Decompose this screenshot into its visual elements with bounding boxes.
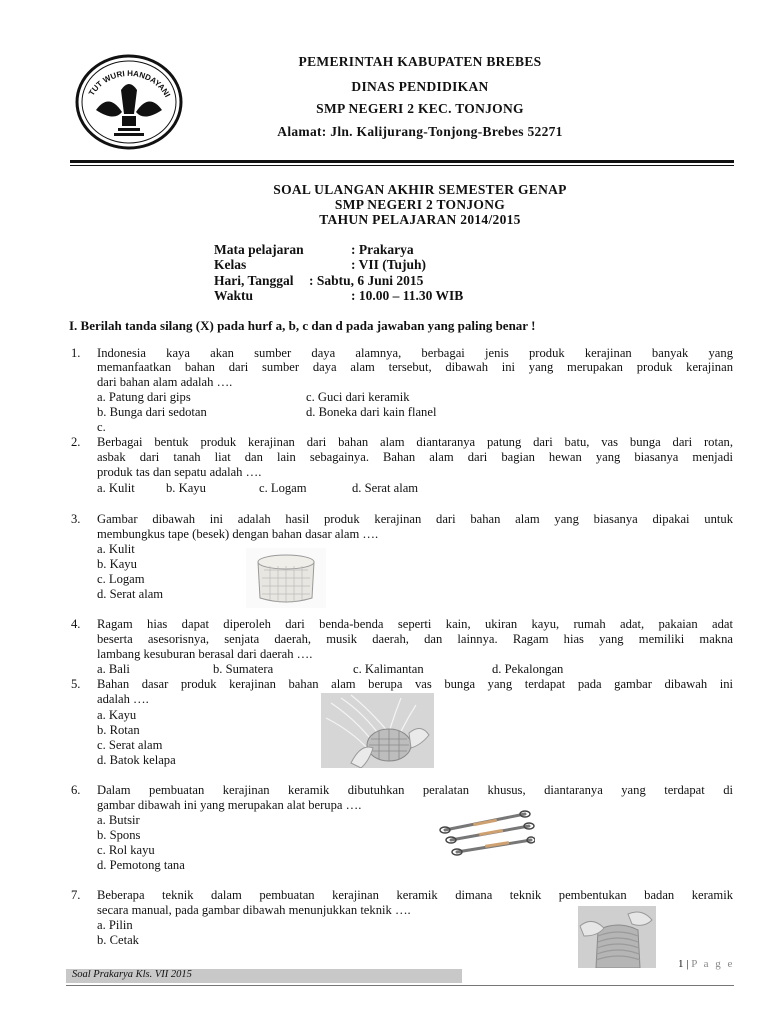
q4-line2: beserta asesorisnya, senjata daerah, musik daerah, dan lainnya. Ragam hias yang memiliki makna (97, 632, 733, 646)
q2-option-d[interactable]: d. Serat alam (352, 481, 419, 495)
q3-option-b[interactable]: b. Kayu (97, 557, 137, 571)
q1-option-c[interactable]: c. Guci dari keramik (306, 390, 410, 404)
q6-number: 6. (71, 783, 81, 797)
q4-option-b[interactable]: b. Sumatera (213, 662, 274, 676)
q2-option-a[interactable]: a. Kulit (97, 481, 135, 495)
q1-option-b[interactable]: b. Bunga dari sedotan (97, 405, 207, 419)
exam-school: SMP NEGERI 2 TONJONG (334, 197, 506, 212)
subject-value: : Prakarya (351, 242, 414, 257)
q3-option-a[interactable]: a. Kulit (97, 542, 135, 556)
q5-option-c[interactable]: c. Serat alam (97, 738, 163, 752)
class-label: Kelas (214, 257, 247, 272)
q6-line2: gambar dibawah ini yang merupakan alat berupa …. (97, 798, 362, 812)
q1-option-a[interactable]: a. Patung dari gips (97, 390, 191, 404)
q4-option-d[interactable]: d. Pekalongan (492, 662, 564, 676)
q1-line3: dari bahan alam adalah …. (97, 375, 233, 389)
q3-option-d[interactable]: d. Serat alam (97, 587, 164, 601)
q2-number: 2. (71, 435, 81, 449)
header-government: PEMERINTAH KABUPATEN BREBES (298, 54, 542, 69)
q3-line2: membungkus tape (besek) dengan bahan dasar alam …. (97, 527, 379, 541)
q4-line3: lambang kesuburan berasal dari daerah …. (97, 647, 313, 661)
exam-info (214, 242, 514, 307)
q1-line1: Indonesia kaya akan sumber daya alamnya, berbagai jenis produk kerajinan banyak yang (97, 346, 733, 360)
time-label: Waktu (214, 288, 254, 303)
q7-option-a[interactable]: a. Pilin (97, 918, 133, 932)
q7-option-b[interactable]: b. Cetak (97, 933, 139, 947)
subject-label: Mata pelajaran (214, 242, 304, 257)
q2-option-c[interactable]: c. Logam (259, 481, 307, 495)
q5-number: 5. (71, 677, 81, 691)
q4-number: 4. (71, 617, 81, 631)
ceramic-tools-image (437, 802, 535, 867)
q7-number: 7. (71, 888, 81, 902)
q1-option-c-stray: c. (97, 420, 106, 434)
instruction: I. Berilah tanda silang (X) pada hurf a, b, c dan d pada jawaban yang paling benar ! (69, 318, 536, 333)
page-word: P a g e (691, 958, 735, 970)
class-value: : VII (Tujuh) (351, 257, 427, 272)
q1-option-d[interactable]: d. Boneka dari kain flanel (306, 405, 437, 419)
q5-line2: adalah …. (97, 692, 149, 706)
q5-option-d[interactable]: d. Batok kelapa (97, 753, 176, 767)
rattan-weaving-image (321, 693, 434, 768)
header-department: DINAS PENDIDIKAN (351, 79, 489, 94)
logo-text: TUT WURI HANDAYANI (86, 68, 172, 99)
q6-option-c[interactable]: c. Rol kayu (97, 843, 155, 857)
q2-option-b[interactable]: b. Kayu (166, 481, 206, 495)
q1-number: 1. (71, 346, 81, 360)
q2-line3: produk tas dan sepatu adalah …. (97, 465, 262, 479)
q4-option-c[interactable]: c. Kalimantan (353, 662, 424, 676)
q1-line2: memanfaatkan bahan dari sumber daya alam tersebut, dibawah ini yang merupakan produk kerajinan (97, 360, 733, 374)
footer-rule (66, 985, 734, 986)
date-label: Hari, Tanggal (214, 273, 294, 288)
date-value: : Sabtu, 6 Juni 2015 (309, 273, 424, 288)
exam-title: SOAL ULANGAN AKHIR SEMESTER GENAP (273, 182, 567, 197)
header-school: SMP NEGERI 2 KEC. TONJONG (316, 101, 524, 116)
q6-option-b[interactable]: b. Spons (97, 828, 141, 842)
exam-year: TAHUN PELAJARAN 2014/2015 (319, 212, 521, 227)
besek-basket-image (246, 548, 326, 608)
page-number-value: 1 | (678, 958, 692, 970)
q6-option-d[interactable]: d. Pemotong tana (97, 858, 185, 872)
q4-line1: Ragam hias dapat diperoleh dari benda-benda seperti kain, ukiran kayu, rumah adat, pakaian adat (97, 617, 733, 631)
q2-line1: Berbagai bentuk produk kerajinan dari bahan alam diantaranya patung dari batu, vas bunga dari rotan, (97, 435, 733, 449)
q5-option-b[interactable]: b. Rotan (97, 723, 140, 737)
q4-option-a[interactable]: a. Bali (97, 662, 130, 676)
q2-line2: asbak dari tanah liat dan lain sebagainya. Bahan alam dari bagian hewan yang biasanya menjadi (97, 450, 733, 464)
q3-option-c[interactable]: c. Logam (97, 572, 145, 586)
header-address: Alamat: Jln. Kalijurang-Tonjong-Brebes 52271 (277, 124, 563, 139)
q7-line1: Beberapa teknik dalam pembuatan kerajinan keramik dimana teknik pembentukan badan keramik (97, 888, 733, 902)
page-number (678, 958, 734, 970)
time-value: : 10.00 – 11.30 WIB (351, 288, 464, 303)
footer-text: Soal Prakarya Kls. VII 2015 (72, 969, 192, 980)
q5-option-a[interactable]: a. Kayu (97, 708, 137, 722)
q6-line1: Dalam pembuatan kerajinan keramik dibutuhkan peralatan khusus, diantaranya yang terdapat di (97, 783, 733, 797)
coil-technique-image (578, 906, 656, 968)
q5-line1: Bahan dasar produk kerajinan bahan alam berupa vas bunga yang terdapat pada gambar dibawah ini (97, 677, 733, 691)
header-rule-thin (70, 165, 734, 166)
q3-number: 3. (71, 512, 81, 526)
q7-line2: secara manual, pada gambar dibawah menunjukkan teknik …. (97, 903, 411, 917)
q6-option-a[interactable]: a. Butsir (97, 813, 140, 827)
q3-line1: Gambar dibawah ini adalah hasil produk kerajinan dari bahan alam yang biasanya dipakai untuk (97, 512, 733, 526)
header-rule-thick (70, 160, 734, 163)
